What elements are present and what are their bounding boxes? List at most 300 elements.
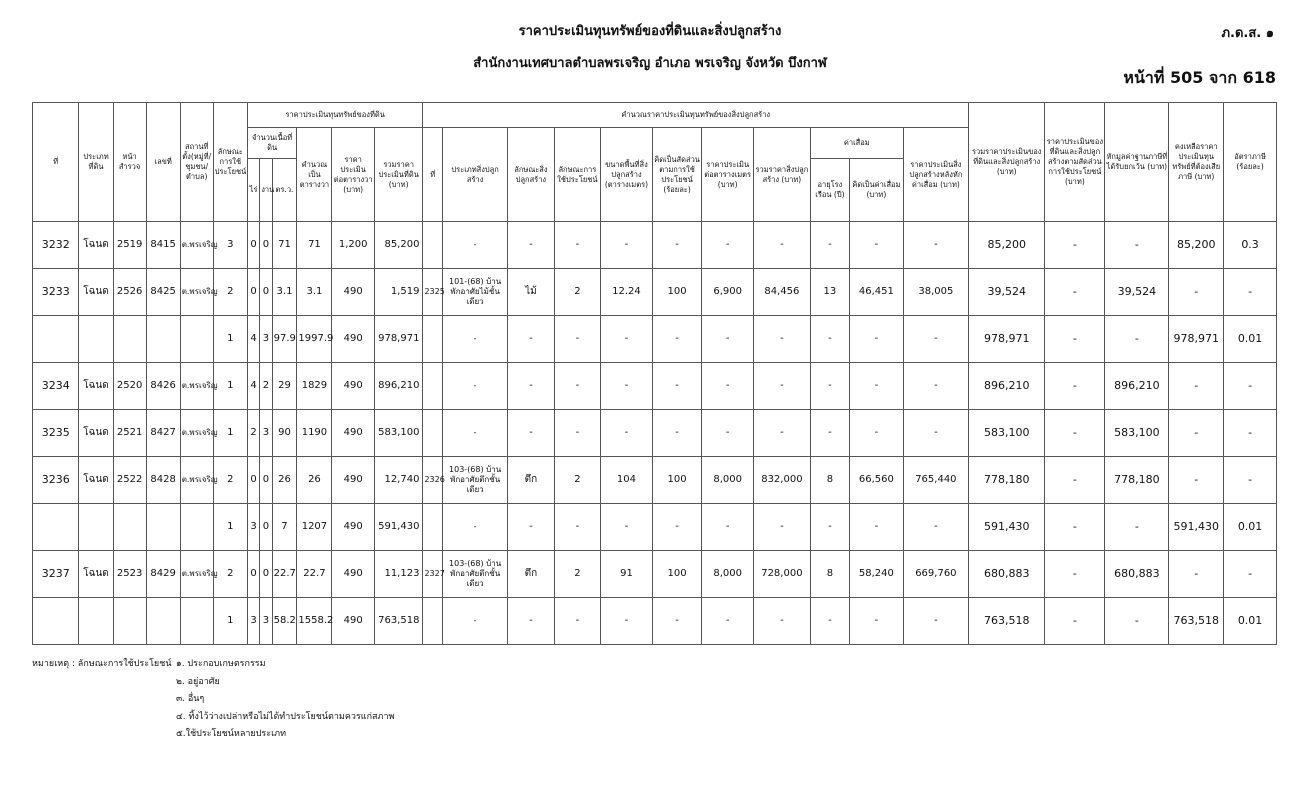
- table-row: [33, 316, 1277, 363]
- table-cell: [180, 504, 213, 551]
- table-cell: 39,524: [968, 269, 1044, 316]
- table-cell: 26: [272, 457, 297, 504]
- col-number: เลขที่: [146, 103, 180, 222]
- col-building-age: อายุโรงเรือน (ปี): [810, 159, 849, 222]
- table-cell: 2526: [113, 269, 146, 316]
- col-depreciation-group: ค่าเสื่อม: [810, 128, 903, 159]
- table-cell: -: [903, 363, 968, 410]
- table-row: [33, 551, 1277, 598]
- table-cell: -: [753, 316, 810, 363]
- col-land-total: รวมราคาประเมินที่ดิน (บาท): [374, 128, 423, 222]
- table-cell: 2523: [113, 551, 146, 598]
- table-cell: -: [850, 316, 904, 363]
- table-cell: 896,210: [374, 363, 423, 410]
- table-cell: 58,240: [850, 551, 904, 598]
- table-cell: -: [1224, 269, 1277, 316]
- table-cell: -: [753, 598, 810, 645]
- table-cell: 1: [213, 410, 247, 457]
- table-cell: [146, 316, 180, 363]
- table-cell: -: [810, 363, 849, 410]
- table-cell: 680,883: [1105, 551, 1169, 598]
- table-cell: -: [443, 316, 508, 363]
- table-cell: 2520: [113, 363, 146, 410]
- table-cell: -: [850, 410, 904, 457]
- note-item: ๑. ประกอบเกษตรกรรม: [176, 659, 266, 669]
- table-row: [33, 598, 1277, 645]
- table-cell: 46,451: [850, 269, 904, 316]
- table-cell: 85,200: [968, 222, 1044, 269]
- page-number: หน้าที่ 505 จาก 618: [1123, 68, 1276, 87]
- table-row: [33, 222, 1277, 269]
- table-cell: -: [554, 316, 600, 363]
- table-cell: 832,000: [753, 457, 810, 504]
- col-building-group: คำนวณราคาประเมินทุนทรัพย์ของสิ่งปลูกสร้าง: [423, 103, 969, 128]
- table-cell: 2325: [423, 269, 443, 316]
- table-cell: [146, 504, 180, 551]
- table-cell: -: [508, 504, 554, 551]
- table-cell: -: [652, 410, 702, 457]
- table-cell: 38,005: [903, 269, 968, 316]
- table-cell: [423, 222, 443, 269]
- table-cell: 100: [652, 457, 702, 504]
- table-cell: -: [1045, 504, 1105, 551]
- table-cell: 103-(68) บ้านพักอาศัยตึกชั้นเดียว: [443, 457, 508, 504]
- table-cell: -: [1224, 363, 1277, 410]
- table-cell: -: [443, 222, 508, 269]
- table-cell: 6,900: [702, 269, 754, 316]
- table-cell: 12.24: [601, 269, 653, 316]
- table-cell: -: [702, 504, 754, 551]
- table-cell: [33, 316, 79, 363]
- table-cell: -: [508, 598, 554, 645]
- table-cell: -: [554, 598, 600, 645]
- table-cell: -: [443, 598, 508, 645]
- table-cell: ต.พรเจริญ: [180, 551, 213, 598]
- table-cell: [423, 316, 443, 363]
- col-building-price-sqm: ราคาประเมินต่อตารางเมตร (บาท): [702, 128, 754, 222]
- table-cell: -: [702, 598, 754, 645]
- col-building-total: รวมราคาสิ่งปลูกสร้าง (บาท): [753, 128, 810, 222]
- table-cell: 490: [332, 504, 374, 551]
- table-cell: 490: [332, 269, 374, 316]
- table-cell: -: [601, 316, 653, 363]
- table-cell: -: [850, 598, 904, 645]
- table-cell: 2: [213, 457, 247, 504]
- table-cell: ไม้: [508, 269, 554, 316]
- table-cell: 2: [554, 269, 600, 316]
- table-cell: 3: [260, 316, 272, 363]
- table-cell: [180, 316, 213, 363]
- table-cell: 103-(68) บ้านพักอาศัยตึกชั้นเดียว: [443, 551, 508, 598]
- col-building-kind: ลักษณะสิ่งปลูกสร้าง: [508, 128, 554, 222]
- table-cell: ต.พรเจริญ: [180, 222, 213, 269]
- table-cell: -: [508, 316, 554, 363]
- table-cell: 3236: [33, 457, 79, 504]
- table-cell: 3232: [33, 222, 79, 269]
- table-cell: 669,760: [903, 551, 968, 598]
- table-cell: 2327: [423, 551, 443, 598]
- table-cell: 8429: [146, 551, 180, 598]
- table-cell: -: [903, 504, 968, 551]
- table-cell: 13: [810, 269, 849, 316]
- table-cell: 91: [601, 551, 653, 598]
- table-cell: 0: [247, 551, 259, 598]
- table-cell: [113, 504, 146, 551]
- table-cell: -: [652, 363, 702, 410]
- table-cell: 66,560: [850, 457, 904, 504]
- table-cell: 978,971: [374, 316, 423, 363]
- table-cell: -: [601, 504, 653, 551]
- col-area-group: จำนวนเนื้อที่ดิน: [247, 128, 297, 159]
- table-cell: -: [652, 222, 702, 269]
- table-cell: 591,430: [1169, 504, 1224, 551]
- table-cell: -: [554, 363, 600, 410]
- table-cell: 8428: [146, 457, 180, 504]
- table-cell: -: [810, 222, 849, 269]
- table-cell: 11,123: [374, 551, 423, 598]
- table-cell: -: [601, 222, 653, 269]
- table-cell: -: [810, 316, 849, 363]
- table-cell: -: [601, 410, 653, 457]
- table-cell: [180, 598, 213, 645]
- table-cell: 3.1: [272, 269, 297, 316]
- table-cell: 1190: [297, 410, 332, 457]
- table-cell: -: [903, 316, 968, 363]
- note-item: ๓. อื่นๆ: [176, 694, 205, 704]
- table-cell: 71: [272, 222, 297, 269]
- table-row: [33, 457, 1277, 504]
- table-cell: -: [508, 410, 554, 457]
- table-row: [33, 363, 1277, 410]
- table-cell: -: [1045, 457, 1105, 504]
- table-cell: 4: [247, 363, 259, 410]
- table-cell: -: [554, 504, 600, 551]
- table-cell: 0: [260, 504, 272, 551]
- table-cell: [113, 316, 146, 363]
- table-cell: [33, 598, 79, 645]
- table-cell: 583,100: [968, 410, 1044, 457]
- table-cell: 583,100: [374, 410, 423, 457]
- table-cell: 1558.2: [297, 598, 332, 645]
- table-cell: 0: [260, 551, 272, 598]
- table-cell: -: [1045, 598, 1105, 645]
- table-cell: 84,456: [753, 269, 810, 316]
- col-usage-share: ราคาประเมินของที่ดินและสิ่งปลูกสร้างตามสัดส่วนการใช้ประโยชน์ (บาท): [1045, 103, 1105, 222]
- col-building-type: ประเภทสิ่งปลูกสร้าง: [443, 128, 508, 222]
- table-cell: 583,100: [1105, 410, 1169, 457]
- table-cell: 3233: [33, 269, 79, 316]
- note-item: ๔. ทิ้งไว้ว่างเปล่าหรือไม่ได้ทำประโยชน์ตามควรแก่สภาพ: [176, 711, 395, 722]
- table-cell: -: [1224, 551, 1277, 598]
- table-cell: 763,518: [374, 598, 423, 645]
- table-cell: 1: [213, 598, 247, 645]
- table-cell: 104: [601, 457, 653, 504]
- table-cell: [423, 363, 443, 410]
- table-cell: 0: [247, 269, 259, 316]
- note-item: ๕.ใช้ประโยชน์หลายประเภท: [176, 729, 287, 739]
- table-cell: 2519: [113, 222, 146, 269]
- table-cell: -: [652, 316, 702, 363]
- table-cell: -: [1105, 316, 1169, 363]
- table-cell: -: [443, 410, 508, 457]
- table-cell: ตึก: [508, 551, 554, 598]
- table-cell: -: [1169, 410, 1224, 457]
- table-cell: -: [601, 363, 653, 410]
- table-cell: 101-(68) บ้านพักอาศัยไม้ชั้นเดียว: [443, 269, 508, 316]
- table-cell: 2522: [113, 457, 146, 504]
- table-cell: ต.พรเจริญ: [180, 363, 213, 410]
- table-cell: -: [554, 410, 600, 457]
- table-cell: 1207: [297, 504, 332, 551]
- table-cell: 1,519: [374, 269, 423, 316]
- table-cell: 0.3: [1224, 222, 1277, 269]
- table-cell: [79, 504, 113, 551]
- col-rai: ไร่: [247, 159, 259, 222]
- table-cell: [423, 598, 443, 645]
- table-cell: -: [1224, 410, 1277, 457]
- table-cell: 490: [332, 457, 374, 504]
- table-cell: [79, 316, 113, 363]
- table-cell: -: [753, 410, 810, 457]
- table-cell: -: [1169, 269, 1224, 316]
- table-cell: ต.พรเจริญ: [180, 457, 213, 504]
- table-cell: -: [1105, 598, 1169, 645]
- table-cell: 2521: [113, 410, 146, 457]
- table-cell: -: [652, 504, 702, 551]
- table-cell: 0: [260, 457, 272, 504]
- table-cell: 29: [272, 363, 297, 410]
- table-cell: 1997.9: [297, 316, 332, 363]
- table-cell: -: [702, 410, 754, 457]
- table-cell: 0: [247, 222, 259, 269]
- table-cell: 8427: [146, 410, 180, 457]
- table-cell: 2: [247, 410, 259, 457]
- table-cell: [423, 504, 443, 551]
- notes-label: หมายเหตุ : ลักษณะการใช้ประโยชน์: [32, 659, 172, 669]
- col-building-size: ขนาดพื้นที่สิ่งปลูกสร้าง (ตารางเมตร): [601, 128, 653, 222]
- table-cell: 978,971: [968, 316, 1044, 363]
- col-building-ratio: คิดเป็นสัดส่วนตามการใช้ประโยชน์ (ร้อยละ): [652, 128, 702, 222]
- table-cell: 8425: [146, 269, 180, 316]
- col-no: ที่: [33, 103, 79, 222]
- table-cell: 0.01: [1224, 504, 1277, 551]
- table-cell: 490: [332, 410, 374, 457]
- form-code: ภ.ด.ส. ๑: [1221, 26, 1274, 41]
- table-cell: [33, 504, 79, 551]
- table-cell: -: [702, 316, 754, 363]
- table-cell: -: [753, 504, 810, 551]
- table-cell: ตึก: [508, 457, 554, 504]
- table-cell: 58.2: [272, 598, 297, 645]
- table-cell: 1: [213, 363, 247, 410]
- table-cell: -: [753, 222, 810, 269]
- table-cell: 2: [213, 551, 247, 598]
- table-cell: 100: [652, 551, 702, 598]
- col-price-per-wa: ราคาประเมินต่อตารางวา (บาท): [332, 128, 374, 222]
- table-cell: 12,740: [374, 457, 423, 504]
- table-cell: 22.7: [272, 551, 297, 598]
- table-cell: 22.7: [297, 551, 332, 598]
- table-cell: -: [810, 598, 849, 645]
- table-cell: [146, 598, 180, 645]
- table-cell: โฉนด: [79, 222, 113, 269]
- col-building-usage: ลักษณะการใช้ประโยชน์: [554, 128, 600, 222]
- table-cell: 4: [247, 316, 259, 363]
- table-cell: โฉนด: [79, 457, 113, 504]
- table-header: [33, 103, 1277, 222]
- table-cell: 71: [297, 222, 332, 269]
- table-cell: 3: [260, 410, 272, 457]
- table-cell: -: [554, 222, 600, 269]
- col-wa: ตร.ว.: [272, 159, 297, 222]
- table-cell: โฉนด: [79, 363, 113, 410]
- table-row: [33, 269, 1277, 316]
- table-cell: -: [1169, 363, 1224, 410]
- col-location: สถานที่ตั้ง(หมู่ที่/ชุมชน/ตำบล): [180, 103, 213, 222]
- col-building-no: ที่: [423, 128, 443, 222]
- table-cell: 1: [213, 316, 247, 363]
- table-cell: 591,430: [968, 504, 1044, 551]
- table-cell: 3: [260, 598, 272, 645]
- col-usage: ลักษณะการใช้ประโยชน์: [213, 103, 247, 222]
- table-cell: 8,000: [702, 457, 754, 504]
- table-cell: 8: [810, 551, 849, 598]
- table-cell: 2: [554, 551, 600, 598]
- table-cell: -: [1045, 222, 1105, 269]
- table-cell: -: [810, 504, 849, 551]
- assessment-table: [32, 102, 1277, 645]
- table-cell: 0: [260, 269, 272, 316]
- table-cell: 2: [260, 363, 272, 410]
- table-cell: โฉนด: [79, 551, 113, 598]
- table-cell: -: [508, 222, 554, 269]
- table-row: [33, 504, 1277, 551]
- table-cell: 2: [213, 269, 247, 316]
- table-cell: 0: [247, 457, 259, 504]
- table-cell: -: [850, 222, 904, 269]
- table-cell: [113, 598, 146, 645]
- col-land-group: ราคาประเมินทุนทรัพย์ของที่ดิน: [247, 103, 423, 128]
- table-cell: [79, 598, 113, 645]
- table-cell: 3: [247, 504, 259, 551]
- table-cell: -: [1169, 457, 1224, 504]
- table-cell: 2: [554, 457, 600, 504]
- table-cell: ต.พรเจริญ: [180, 410, 213, 457]
- table-cell: -: [850, 363, 904, 410]
- table-cell: 490: [332, 551, 374, 598]
- col-building-after-depr: ราคาประเมินสิ่งปลูกสร้างหลังหักค่าเสื่อม (บาท): [903, 128, 968, 222]
- table-row: [33, 410, 1277, 457]
- table-cell: -: [652, 598, 702, 645]
- col-area-wa: คำนวณเป็นตารางวา: [297, 128, 332, 222]
- table-cell: 763,518: [1169, 598, 1224, 645]
- table-body: [33, 222, 1277, 645]
- col-deed-type: ประเภทที่ดิน: [79, 103, 113, 222]
- table-cell: 896,210: [968, 363, 1044, 410]
- table-cell: 85,200: [1169, 222, 1224, 269]
- table-cell: 26: [297, 457, 332, 504]
- col-ngan: งาน: [260, 159, 272, 222]
- table-cell: 3: [247, 598, 259, 645]
- table-cell: -: [443, 504, 508, 551]
- table-cell: 7: [272, 504, 297, 551]
- table-cell: 1829: [297, 363, 332, 410]
- table-cell: 490: [332, 363, 374, 410]
- table-cell: 680,883: [968, 551, 1044, 598]
- table-cell: 591,430: [374, 504, 423, 551]
- table-cell: 97.9: [272, 316, 297, 363]
- table-cell: -: [753, 363, 810, 410]
- table-cell: 3234: [33, 363, 79, 410]
- table-cell: -: [810, 410, 849, 457]
- table-cell: 90: [272, 410, 297, 457]
- col-grand-total: รวมราคาประเมินของที่ดินและสิ่งปลูกสร้าง (บาท): [968, 103, 1044, 222]
- table-cell: 490: [332, 598, 374, 645]
- table-cell: -: [1169, 551, 1224, 598]
- notes: [32, 656, 394, 744]
- table-cell: โฉนด: [79, 269, 113, 316]
- table-cell: 2326: [423, 457, 443, 504]
- table-cell: -: [508, 363, 554, 410]
- table-cell: 8: [810, 457, 849, 504]
- table-cell: โฉนด: [79, 410, 113, 457]
- table-cell: 3: [213, 222, 247, 269]
- table-cell: -: [601, 598, 653, 645]
- table-cell: 3.1: [297, 269, 332, 316]
- table-cell: 8,000: [702, 551, 754, 598]
- table-cell: 778,180: [968, 457, 1044, 504]
- table-cell: -: [903, 222, 968, 269]
- table-cell: 728,000: [753, 551, 810, 598]
- table-cell: 8415: [146, 222, 180, 269]
- table-cell: -: [1045, 316, 1105, 363]
- table-cell: -: [702, 222, 754, 269]
- table-cell: 765,440: [903, 457, 968, 504]
- col-exemption: หักมูลค่าฐานภาษีที่ได้รับยกเว้น (บาท): [1105, 103, 1169, 222]
- table-cell: 1,200: [332, 222, 374, 269]
- table-cell: 3235: [33, 410, 79, 457]
- page-title: ราคาประเมินทุนทรัพย์ของที่ดินและสิ่งปลูกสร้าง: [518, 24, 782, 39]
- table-cell: -: [702, 363, 754, 410]
- table-cell: -: [1045, 269, 1105, 316]
- page-subtitle: สำนักงานเทศบาลตำบลพรเจริญ อำเภอ พรเจริญ จังหวัด บึงกาฬ: [473, 56, 827, 71]
- table-cell: 763,518: [968, 598, 1044, 645]
- table-cell: 1: [213, 504, 247, 551]
- table-cell: 0.01: [1224, 316, 1277, 363]
- table-cell: [423, 410, 443, 457]
- table-cell: -: [850, 504, 904, 551]
- table-cell: -: [903, 410, 968, 457]
- col-building-depr: คิดเป็นค่าเสื่อม (บาท): [850, 159, 904, 222]
- table-cell: 0: [260, 222, 272, 269]
- table-cell: -: [1045, 363, 1105, 410]
- table-cell: 8426: [146, 363, 180, 410]
- table-cell: -: [1105, 222, 1169, 269]
- table-cell: 896,210: [1105, 363, 1169, 410]
- table-cell: 100: [652, 269, 702, 316]
- table-cell: -: [1045, 551, 1105, 598]
- col-taxable: คงเหลือราคาประเมินทุนทรัพย์ที่ต้องเสียภาษี (บาท): [1169, 103, 1224, 222]
- table-cell: -: [1105, 504, 1169, 551]
- table-cell: 3237: [33, 551, 79, 598]
- table-cell: ต.พรเจริญ: [180, 269, 213, 316]
- table-cell: -: [443, 363, 508, 410]
- table-cell: 778,180: [1105, 457, 1169, 504]
- table-cell: -: [1224, 457, 1277, 504]
- table-cell: 39,524: [1105, 269, 1169, 316]
- table-cell: 0.01: [1224, 598, 1277, 645]
- col-tax-rate: อัตราภาษี (ร้อยละ): [1224, 103, 1277, 222]
